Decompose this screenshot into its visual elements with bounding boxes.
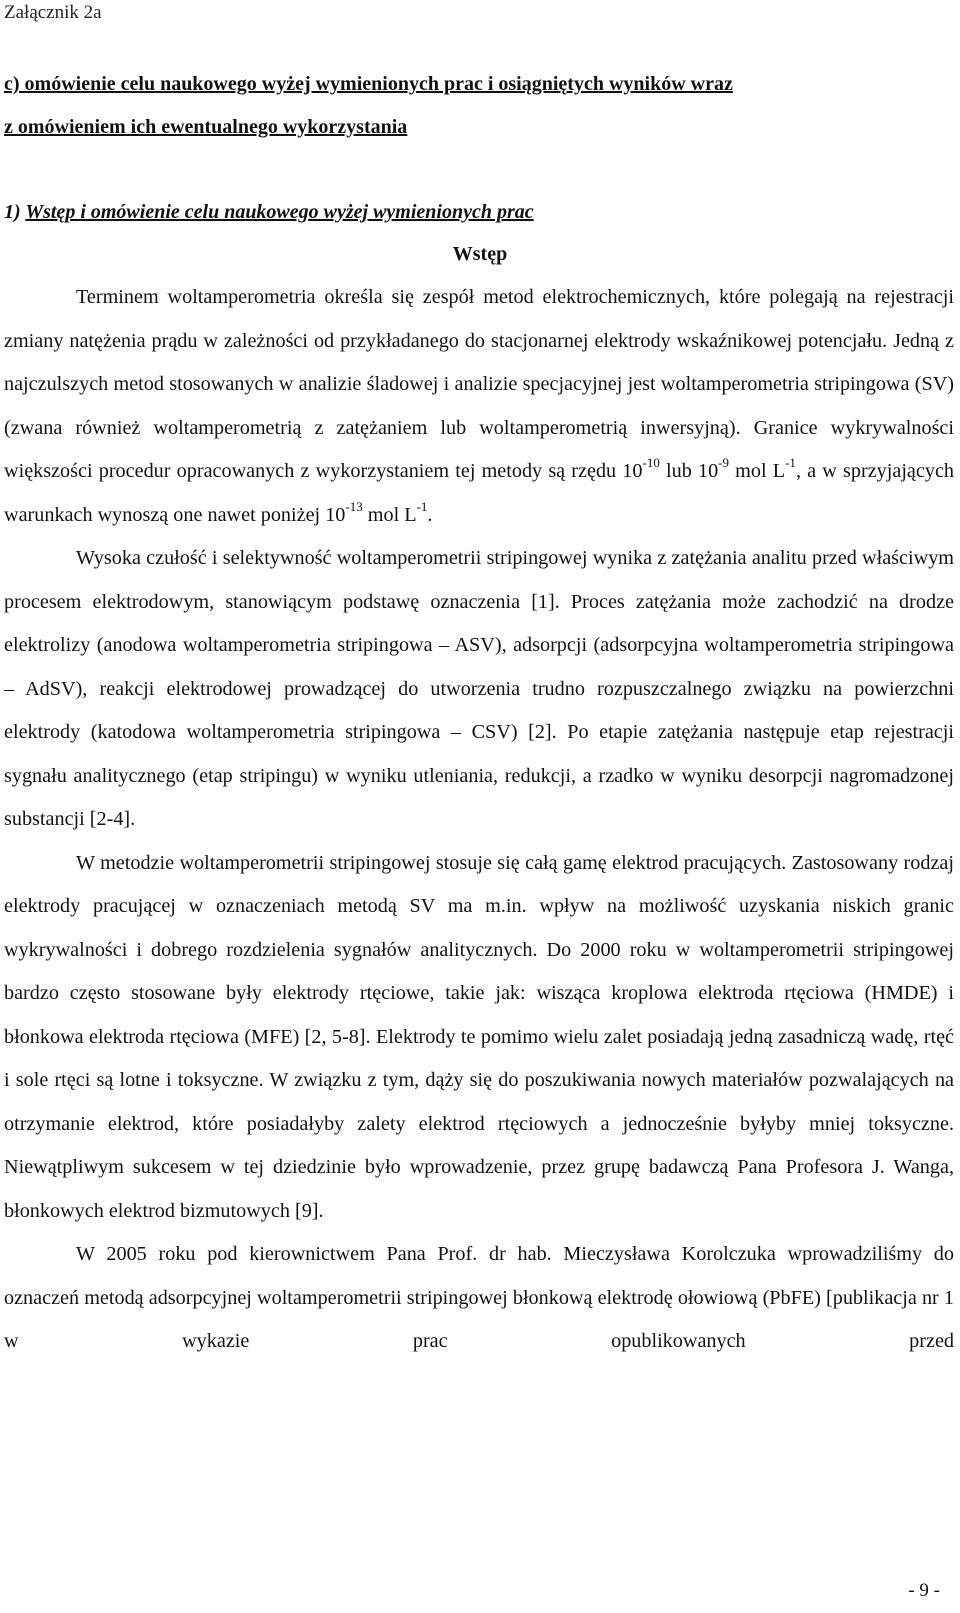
paragraph-1-text-d: , a w sprzyjających warunkach wynoszą one nawet poniżej 10: [4, 460, 954, 526]
heading-line-1: c) omówienie celu naukowego wyżej wymienionych prac i osiągniętych wyników wraz: [4, 73, 733, 95]
section-title-text: Wstęp i omówienie celu naukowego wyżej wymienionych prac: [25, 201, 534, 223]
attachment-label: Załącznik 2a: [4, 2, 102, 23]
paragraph-1-sup-3: -1: [785, 455, 796, 471]
paragraph-1-text-b: lub 10: [659, 460, 719, 482]
paragraph-1-sup-2: -9: [718, 455, 730, 471]
paragraph-1: [4, 276, 954, 537]
body-text: [4, 276, 954, 1364]
heading-line-2: z omówieniem ich ewentualnego wykorzystania: [4, 116, 408, 138]
section-number: 1): [4, 201, 21, 223]
intro-title: Wstęp: [452, 243, 508, 265]
paragraph-1-sup-1: -10: [642, 455, 660, 471]
paragraph-2: Wysoka czułość i selektywność woltamperometrii stripingowej wynika z zatężania analitu przed właściwym procesem elektrodowym, stanowiącym podstawę oznaczenia [1]. Proces zatężania może zachodzić na drodze elektrolizy (anodowa woltamperometria stripingowa – ASV), adsorpcji (adsorpcyjna woltamperometria stripingowa – AdSV), reakcji elektrodowej prowadzącej do utworzenia trudno rozpuszczalnego związku na powierzchni elektrody (katodowa woltamperometria stripingowa – CSV) [2]. Po etapie zatężania następuje etap rejestracji sygnału analitycznego (etap stripingu) w wyniku utleniania, redukcji, a rzadko w wyniku desorpcji nagromadzonej substancji [2-4].: [4, 547, 954, 830]
paragraph-1-text-e: mol L: [362, 503, 417, 526]
page-number: - 9 -: [908, 1580, 940, 1601]
paragraph-1-sup-5: -1: [416, 498, 428, 514]
paragraph-3: W metodzie woltamperometrii stripingowej stosuje się całą gamę elektrod pracujących. Zastosowany rodzaj elektrody pracującej w oznaczeniach metodą SV ma m.in. wpływ na możliwość uzyskania niskich granic wykrywalności i dobrego rozdzielenia sygnałów analitycznych. Do 2000 roku w woltamperometrii stripingowej bardzo często stosowane były elektrody rtęciowe, takie jak: wisząca kroplowa elektroda rtęciowa (HMDE) i błonkowa elektroda rtęciowa (MFE) [2, 5-8]. Elektrody te pomimo wielu zalet posiadają jedną zasadniczą wadę, rtęć i sole rtęci są lotne i toksyczne. W związku z tym, dąży się do poszukiwania nowych materiałów pozwalających na otrzymanie elektrod, które posiadałyby zalety elektrod rtęciowych a jednocześnie byłyby mniej toksyczne. Niewątpliwym sukcesem w tej dziedzinie było wprowadzenie, przez grupę badawczą Pana Profesora J. Wanga, błonkowych elektrod bizmutowych [9].: [4, 851, 954, 1222]
section-title: [4, 192, 534, 232]
paragraph-1-text-f: .: [427, 503, 433, 526]
paragraph-4: W 2005 roku pod kierownictwem Pana Prof. dr hab. Mieczysława Korolczuka wprowadziliśmy do oznaczeń metodą adsorpcyjnej woltamperometrii stripingowej błonkową elektrodę ołowiową (PbFE) [publikacja nr 1 w wykazie prac opublikowanych przed: [4, 1243, 954, 1352]
paragraph-1-text-c: mol L: [729, 460, 786, 482]
paragraph-1-text-a: Terminem woltamperometria określa się zespół metod elektrochemicznych, które polegają na rejestracji zmiany natężenia prądu w zależności od przykładanego do stacjonarnej elektrody wskaźnikowej potencjału. Jedną z najczulszych metod stosowanych w analizie śladowej i analizie specjacyjnej jest woltamperometria stripingowa (SV) (zwana również woltamperometrią z zatężaniem lub woltamperometrią inwersyjną). Granice wykrywalności większości procedur opracowanych z wykorzystaniem tej metody są rzędu 10: [4, 286, 954, 482]
paragraph-1-sup-4: -13: [345, 498, 363, 514]
